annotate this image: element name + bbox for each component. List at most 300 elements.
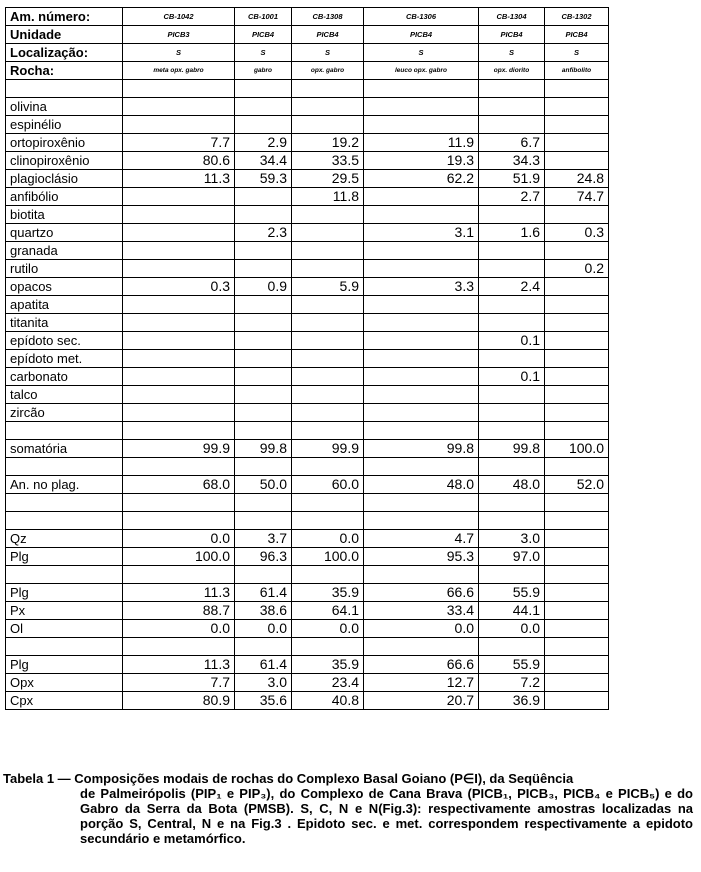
- value-cell: [479, 206, 545, 224]
- value-cell: 2.4: [479, 278, 545, 296]
- header-cell: opx. gabro: [292, 62, 364, 80]
- value-cell: [364, 206, 479, 224]
- row-label: apatita: [6, 296, 123, 314]
- table-row: [6, 350, 609, 368]
- value-cell: 11.3: [123, 170, 235, 188]
- value-cell: 100.0: [123, 548, 235, 566]
- header-cell: S: [123, 44, 235, 62]
- row-label: [6, 512, 123, 530]
- value-cell: 23.4: [292, 674, 364, 692]
- header-cell: S: [292, 44, 364, 62]
- value-cell: 0.2: [545, 260, 609, 278]
- value-cell: 11.3: [123, 656, 235, 674]
- header-cell: PICB4: [292, 26, 364, 44]
- value-cell: [545, 494, 609, 512]
- value-cell: [235, 332, 292, 350]
- table-row: [6, 8, 609, 26]
- value-cell: 99.8: [364, 440, 479, 458]
- table-row: [6, 116, 609, 134]
- value-cell: [364, 98, 479, 116]
- value-cell: [123, 332, 235, 350]
- value-cell: [123, 296, 235, 314]
- value-cell: 6.7: [479, 134, 545, 152]
- value-cell: [545, 350, 609, 368]
- value-cell: [292, 512, 364, 530]
- value-cell: 29.5: [292, 170, 364, 188]
- value-cell: 48.0: [479, 476, 545, 494]
- value-cell: [123, 224, 235, 242]
- row-label: clinopiroxênio: [6, 152, 123, 170]
- header-cell: CB-1302: [545, 8, 609, 26]
- row-label: anfibólio: [6, 188, 123, 206]
- value-cell: 74.7: [545, 188, 609, 206]
- value-cell: [545, 368, 609, 386]
- value-cell: [479, 404, 545, 422]
- value-cell: [545, 548, 609, 566]
- value-cell: [545, 98, 609, 116]
- value-cell: 0.0: [292, 620, 364, 638]
- table-row: [6, 386, 609, 404]
- value-cell: 99.9: [123, 440, 235, 458]
- table-row: [6, 638, 609, 656]
- value-cell: [479, 638, 545, 656]
- value-cell: 3.0: [479, 530, 545, 548]
- value-cell: [479, 386, 545, 404]
- value-cell: 35.6: [235, 692, 292, 710]
- value-cell: 19.2: [292, 134, 364, 152]
- value-cell: 99.9: [292, 440, 364, 458]
- value-cell: [292, 458, 364, 476]
- table-row: [6, 26, 609, 44]
- value-cell: [292, 224, 364, 242]
- table-row: [6, 404, 609, 422]
- header-cell: S: [545, 44, 609, 62]
- header-cell: PICB4: [479, 26, 545, 44]
- table-row: [6, 512, 609, 530]
- value-cell: [364, 188, 479, 206]
- value-cell: [364, 638, 479, 656]
- row-label: zircão: [6, 404, 123, 422]
- value-cell: [479, 260, 545, 278]
- value-cell: [123, 188, 235, 206]
- value-cell: 66.6: [364, 656, 479, 674]
- value-cell: 2.3: [235, 224, 292, 242]
- header-cell: anfibolito: [545, 62, 609, 80]
- value-cell: 0.0: [479, 620, 545, 638]
- value-cell: [364, 350, 479, 368]
- value-cell: 62.2: [364, 170, 479, 188]
- table-row: [6, 206, 609, 224]
- value-cell: [545, 602, 609, 620]
- table-row: [6, 584, 609, 602]
- row-label: Am. número:: [6, 8, 123, 26]
- value-cell: [292, 494, 364, 512]
- value-cell: 50.0: [235, 476, 292, 494]
- value-cell: [545, 134, 609, 152]
- table-row: [6, 494, 609, 512]
- value-cell: 0.3: [123, 278, 235, 296]
- value-cell: 7.7: [123, 134, 235, 152]
- value-cell: [545, 386, 609, 404]
- row-label: Px: [6, 602, 123, 620]
- header-cell: meta opx. gabro: [123, 62, 235, 80]
- value-cell: [479, 512, 545, 530]
- table-row: [6, 170, 609, 188]
- value-cell: 38.6: [235, 602, 292, 620]
- value-cell: [292, 566, 364, 584]
- value-cell: 64.1: [292, 602, 364, 620]
- value-cell: 3.7: [235, 530, 292, 548]
- value-cell: [235, 638, 292, 656]
- value-cell: [123, 80, 235, 98]
- value-cell: 33.5: [292, 152, 364, 170]
- value-cell: 61.4: [235, 656, 292, 674]
- value-cell: [364, 422, 479, 440]
- value-cell: [545, 152, 609, 170]
- header-cell: CB-1304: [479, 8, 545, 26]
- header-cell: CB-1042: [123, 8, 235, 26]
- value-cell: 0.0: [123, 530, 235, 548]
- value-cell: [479, 314, 545, 332]
- row-label: [6, 80, 123, 98]
- value-cell: 19.3: [364, 152, 479, 170]
- row-label: Localização:: [6, 44, 123, 62]
- value-cell: [545, 566, 609, 584]
- row-label: olivina: [6, 98, 123, 116]
- row-label: espinélio: [6, 116, 123, 134]
- caption-body: de Palmeirópolis (PIP₁ e PIP₃), do Complexo de Cana Brava (PICB₁, PICB₃, PICB₄ e PICB₅) e do Gabro da Serra da Bota (PMSB). S, C, N e N(Fig.3): respectivamente amostras localizadas na porção S, Central, N e na Fig.3 . Epidoto sec. e met. correspondem respectivamente a epidoto secundário e metamórfico.: [80, 786, 693, 846]
- value-cell: [123, 350, 235, 368]
- value-cell: [364, 566, 479, 584]
- value-cell: [479, 422, 545, 440]
- value-cell: [545, 458, 609, 476]
- value-cell: [479, 80, 545, 98]
- value-cell: 51.9: [479, 170, 545, 188]
- value-cell: [479, 494, 545, 512]
- row-label: somatória: [6, 440, 123, 458]
- value-cell: 97.0: [479, 548, 545, 566]
- value-cell: [123, 116, 235, 134]
- value-cell: 100.0: [545, 440, 609, 458]
- row-label: epídoto sec.: [6, 332, 123, 350]
- table-row: [6, 98, 609, 116]
- value-cell: 48.0: [364, 476, 479, 494]
- value-cell: 68.0: [123, 476, 235, 494]
- value-cell: 20.7: [364, 692, 479, 710]
- value-cell: 0.1: [479, 368, 545, 386]
- value-cell: [123, 386, 235, 404]
- value-cell: [235, 494, 292, 512]
- value-cell: 0.0: [123, 620, 235, 638]
- value-cell: [123, 206, 235, 224]
- value-cell: [364, 80, 479, 98]
- value-cell: 33.4: [364, 602, 479, 620]
- value-cell: 11.9: [364, 134, 479, 152]
- value-cell: [479, 242, 545, 260]
- row-label: biotita: [6, 206, 123, 224]
- row-label: Unidade: [6, 26, 123, 44]
- table-row: [6, 62, 609, 80]
- table-row: [6, 566, 609, 584]
- value-cell: 55.9: [479, 656, 545, 674]
- value-cell: [123, 566, 235, 584]
- value-cell: 0.0: [235, 620, 292, 638]
- value-cell: [235, 404, 292, 422]
- value-cell: 0.0: [364, 620, 479, 638]
- value-cell: [235, 314, 292, 332]
- value-cell: [545, 692, 609, 710]
- value-cell: 80.6: [123, 152, 235, 170]
- value-cell: [235, 386, 292, 404]
- table-caption: [3, 771, 693, 846]
- row-label: carbonato: [6, 368, 123, 386]
- row-label: quartzo: [6, 224, 123, 242]
- value-cell: 0.9: [235, 278, 292, 296]
- value-cell: [235, 296, 292, 314]
- value-cell: 0.3: [545, 224, 609, 242]
- header-cell: CB-1001: [235, 8, 292, 26]
- header-cell: S: [479, 44, 545, 62]
- value-cell: [235, 188, 292, 206]
- value-cell: 35.9: [292, 584, 364, 602]
- value-cell: 4.7: [364, 530, 479, 548]
- table-row: [6, 152, 609, 170]
- value-cell: [235, 260, 292, 278]
- value-cell: [123, 314, 235, 332]
- value-cell: [364, 314, 479, 332]
- table-row: [6, 674, 609, 692]
- header-cell: PICB3: [123, 26, 235, 44]
- row-label: Plg: [6, 656, 123, 674]
- value-cell: [545, 116, 609, 134]
- value-cell: 44.1: [479, 602, 545, 620]
- value-cell: [364, 494, 479, 512]
- value-cell: [123, 512, 235, 530]
- value-cell: [292, 296, 364, 314]
- value-cell: [123, 242, 235, 260]
- value-cell: [479, 458, 545, 476]
- header-cell: PICB4: [235, 26, 292, 44]
- value-cell: [292, 260, 364, 278]
- value-cell: 80.9: [123, 692, 235, 710]
- value-cell: [545, 584, 609, 602]
- value-cell: [292, 368, 364, 386]
- row-label: talco: [6, 386, 123, 404]
- value-cell: [123, 638, 235, 656]
- value-cell: 24.8: [545, 170, 609, 188]
- table-row: [6, 530, 609, 548]
- row-label: ortopiroxênio: [6, 134, 123, 152]
- value-cell: [545, 656, 609, 674]
- row-label: Plg: [6, 548, 123, 566]
- table-row: [6, 602, 609, 620]
- value-cell: 52.0: [545, 476, 609, 494]
- header-cell: gabro: [235, 62, 292, 80]
- value-cell: [123, 404, 235, 422]
- value-cell: [235, 116, 292, 134]
- value-cell: [545, 674, 609, 692]
- value-cell: [545, 278, 609, 296]
- value-cell: 1.6: [479, 224, 545, 242]
- value-cell: 34.4: [235, 152, 292, 170]
- value-cell: 11.8: [292, 188, 364, 206]
- row-label: plagioclásio: [6, 170, 123, 188]
- value-cell: 55.9: [479, 584, 545, 602]
- row-label: rutilo: [6, 260, 123, 278]
- value-cell: [292, 350, 364, 368]
- header-cell: S: [364, 44, 479, 62]
- table-row: [6, 224, 609, 242]
- value-cell: [235, 458, 292, 476]
- header-cell: CB-1306: [364, 8, 479, 26]
- table-row: [6, 44, 609, 62]
- value-cell: [235, 206, 292, 224]
- value-cell: [292, 206, 364, 224]
- value-cell: 96.3: [235, 548, 292, 566]
- value-cell: [292, 422, 364, 440]
- value-cell: [235, 566, 292, 584]
- value-cell: 2.9: [235, 134, 292, 152]
- value-cell: 95.3: [364, 548, 479, 566]
- value-cell: 34.3: [479, 152, 545, 170]
- row-label: Rocha:: [6, 62, 123, 80]
- value-cell: [545, 80, 609, 98]
- value-cell: [545, 638, 609, 656]
- table-row: [6, 188, 609, 206]
- value-cell: [123, 368, 235, 386]
- table-row: [6, 620, 609, 638]
- table-row: [6, 260, 609, 278]
- value-cell: 3.3: [364, 278, 479, 296]
- header-cell: PICB4: [364, 26, 479, 44]
- row-label: titanita: [6, 314, 123, 332]
- row-label: Cpx: [6, 692, 123, 710]
- modal-composition-table: [5, 7, 609, 710]
- table-row: [6, 134, 609, 152]
- value-cell: 35.9: [292, 656, 364, 674]
- value-cell: [292, 638, 364, 656]
- value-cell: [364, 260, 479, 278]
- table-row: [6, 242, 609, 260]
- table-row: [6, 692, 609, 710]
- value-cell: [292, 116, 364, 134]
- table-row: [6, 422, 609, 440]
- value-cell: [364, 512, 479, 530]
- table-row: [6, 548, 609, 566]
- value-cell: [479, 98, 545, 116]
- value-cell: [235, 368, 292, 386]
- row-label: An. no plag.: [6, 476, 123, 494]
- value-cell: [545, 620, 609, 638]
- value-cell: [364, 368, 479, 386]
- value-cell: [364, 116, 479, 134]
- value-cell: [123, 494, 235, 512]
- row-label: Ol: [6, 620, 123, 638]
- row-label: [6, 566, 123, 584]
- row-label: granada: [6, 242, 123, 260]
- value-cell: [123, 458, 235, 476]
- value-cell: 11.3: [123, 584, 235, 602]
- value-cell: [364, 296, 479, 314]
- value-cell: [364, 242, 479, 260]
- value-cell: 5.9: [292, 278, 364, 296]
- value-cell: [545, 512, 609, 530]
- value-cell: [545, 404, 609, 422]
- row-label: epídoto met.: [6, 350, 123, 368]
- row-label: [6, 458, 123, 476]
- header-cell: CB-1308: [292, 8, 364, 26]
- value-cell: [545, 332, 609, 350]
- table-row: [6, 458, 609, 476]
- value-cell: 100.0: [292, 548, 364, 566]
- value-cell: [235, 350, 292, 368]
- value-cell: [292, 80, 364, 98]
- value-cell: 0.0: [292, 530, 364, 548]
- value-cell: [123, 260, 235, 278]
- value-cell: [292, 386, 364, 404]
- value-cell: [545, 530, 609, 548]
- header-cell: leuco opx. gabro: [364, 62, 479, 80]
- value-cell: 66.6: [364, 584, 479, 602]
- value-cell: [545, 242, 609, 260]
- value-cell: 88.7: [123, 602, 235, 620]
- table-row: [6, 296, 609, 314]
- header-cell: PICB4: [545, 26, 609, 44]
- value-cell: [235, 80, 292, 98]
- value-cell: [364, 404, 479, 422]
- table-row: [6, 80, 609, 98]
- table-row: [6, 332, 609, 350]
- value-cell: [479, 566, 545, 584]
- value-cell: [292, 314, 364, 332]
- value-cell: [235, 422, 292, 440]
- table-row: [6, 476, 609, 494]
- value-cell: 3.1: [364, 224, 479, 242]
- value-cell: [364, 458, 479, 476]
- value-cell: [364, 332, 479, 350]
- value-cell: [292, 242, 364, 260]
- value-cell: [235, 512, 292, 530]
- row-label: [6, 638, 123, 656]
- value-cell: [479, 296, 545, 314]
- value-cell: [123, 422, 235, 440]
- value-cell: [292, 332, 364, 350]
- value-cell: [235, 98, 292, 116]
- value-cell: 7.7: [123, 674, 235, 692]
- value-cell: [123, 98, 235, 116]
- value-cell: [292, 98, 364, 116]
- value-cell: [364, 386, 479, 404]
- value-cell: [479, 350, 545, 368]
- row-label: opacos: [6, 278, 123, 296]
- value-cell: 0.1: [479, 332, 545, 350]
- table-row: [6, 314, 609, 332]
- value-cell: 7.2: [479, 674, 545, 692]
- table-row: [6, 440, 609, 458]
- row-label: [6, 494, 123, 512]
- value-cell: 2.7: [479, 188, 545, 206]
- value-cell: [479, 116, 545, 134]
- table-row: [6, 278, 609, 296]
- value-cell: 99.8: [479, 440, 545, 458]
- value-cell: 99.8: [235, 440, 292, 458]
- value-cell: [545, 314, 609, 332]
- header-cell: S: [235, 44, 292, 62]
- value-cell: [235, 242, 292, 260]
- row-label: [6, 422, 123, 440]
- value-cell: 59.3: [235, 170, 292, 188]
- value-cell: 36.9: [479, 692, 545, 710]
